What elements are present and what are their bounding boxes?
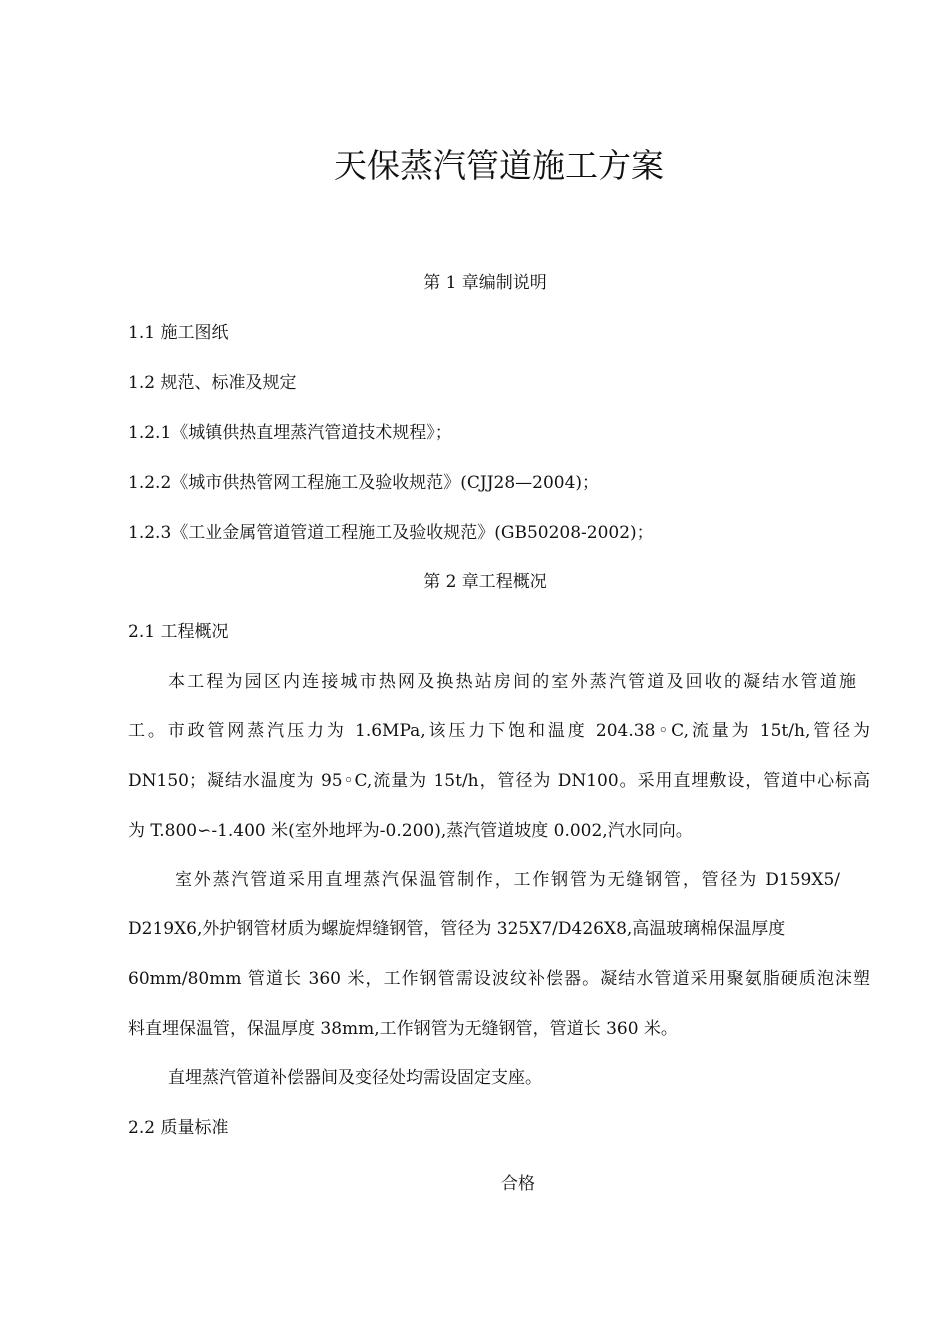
standard-item-1: 1.2.1《城镇供热直埋蒸汽管道技术规程》； [128, 423, 452, 443]
paragraph-2-line-4: 料直埋保温管，保温厚度 38mm,工作钢管为无缝钢管，管道长 360 米。 [128, 1019, 678, 1039]
paragraph-1-line-1: 本工程为园区内连接城市热网及换热站房间的室外蒸汽管道及回收的凝结水管道施 [168, 672, 856, 692]
paragraph-1-line-3: DN150；凝结水温度为 95◦C,流量为 15t/h，管径为 DN100。采用直埋敷设，管道中心标高 [128, 771, 870, 791]
paragraph-2-line-1: 室外蒸汽管道采用直埋蒸汽保温管制作，工作钢管为无缝钢管，管径为 D159X5/ [175, 870, 840, 890]
section-2-1-heading: 2.1 工程概况 [128, 622, 229, 642]
chapter-1-heading: 第 1 章编制说明 [423, 273, 547, 293]
section-1-2-heading: 1.2 规范、标准及规定 [128, 373, 297, 393]
paragraph-1-line-2: 工。市政管网蒸汽压力为 1.6MPa,该压力下饱和温度 204.38◦C,流量为 15t/h,管径为 [128, 721, 870, 741]
paragraph-3: 直埋蒸汽管道补偿器间及变径处均需设固定支座。 [168, 1068, 542, 1088]
chapter-2-heading: 第 2 章工程概况 [423, 572, 547, 592]
standard-item-3: 1.2.3《工业金属管道管道工程施工及验收规范》(GB50208-2002)； [128, 523, 654, 543]
paragraph-2-line-3: 60mm/80mm 管道长 360 米，工作钢管需设波纹补偿器。凝结水管道采用聚氨脂硬质泡沫塑 [128, 969, 870, 989]
quality-standard-value: 合格 [501, 1174, 535, 1194]
section-1-1-heading: 1.1 施工图纸 [128, 323, 229, 343]
paragraph-1-line-4: 为 T.800∽-1.400 米(室外地坪为-0.200),蒸汽管道坡度 0.002,汽水同向。 [128, 821, 693, 841]
document-title: 天保蒸汽管道施工方案 [334, 146, 664, 185]
standard-item-2: 1.2.2《城市供热管网工程施工及验收规范》(CJJ28—2004)； [128, 473, 600, 493]
section-2-2-heading: 2.2 质量标准 [128, 1118, 229, 1138]
paragraph-2-line-2: D219X6,外护钢管材质为螺旋焊缝钢管，管径为 325X7/D426X8,高温玻璃棉保温厚度 [128, 919, 786, 939]
